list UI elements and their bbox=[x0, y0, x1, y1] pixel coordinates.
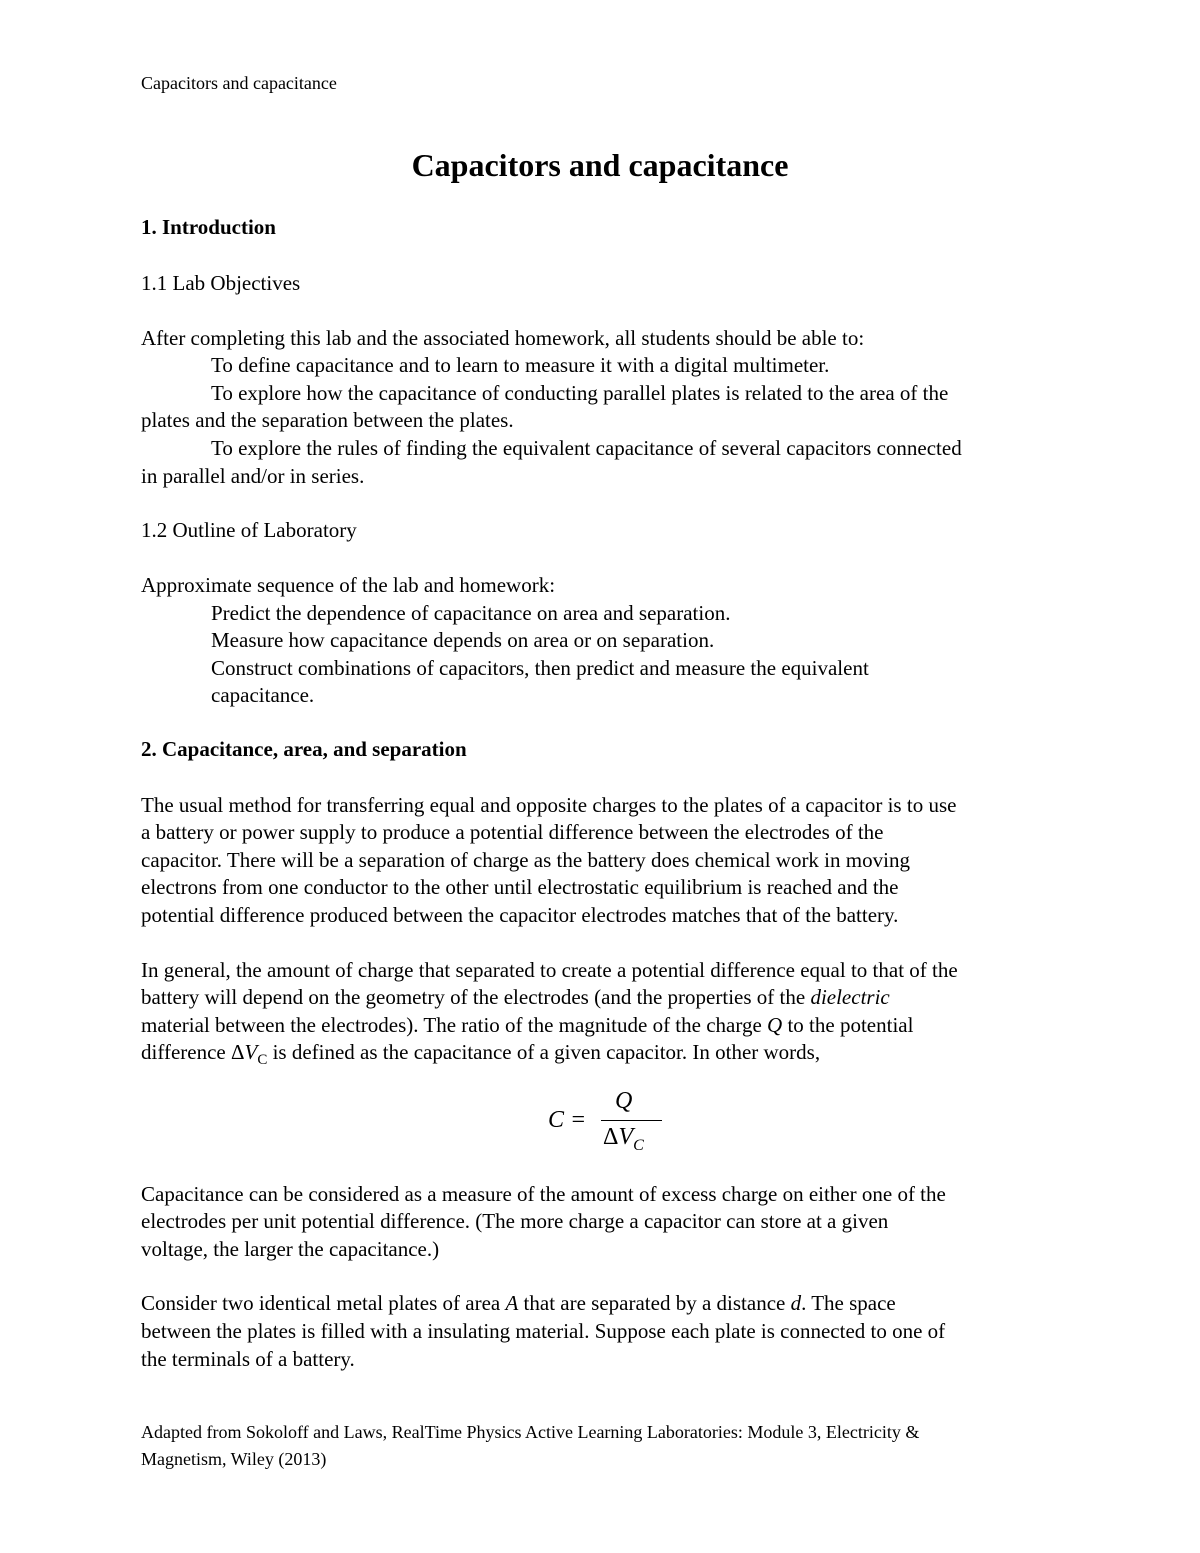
paragraph-line: electrons from one conductor to the other until electrostatic equilibrium is reached and the bbox=[141, 875, 899, 899]
fraction-bar bbox=[601, 1120, 662, 1121]
subscript-c: C bbox=[257, 1052, 268, 1069]
subsection-1-1-heading: 1.1 Lab Objectives bbox=[141, 271, 301, 295]
outline-item: Measure how capacitance depends on area or on separation. bbox=[211, 628, 715, 652]
outline-intro: Approximate sequence of the lab and homework: bbox=[141, 573, 556, 597]
text-run: difference Δ bbox=[141, 1040, 245, 1064]
paragraph-line: potential difference produced between the capacitor electrodes matches that of the battery. bbox=[141, 903, 899, 927]
paragraph-line: capacitor. There will be a separation of charge as the battery does chemical work in moving bbox=[141, 848, 910, 872]
objective-item: To explore how the capacitance of conducting parallel plates is related to the area of the bbox=[211, 381, 949, 405]
objective-item: To explore the rules of finding the equivalent capacitance of several capacitors connected bbox=[211, 436, 962, 460]
subsection-1-2-heading: 1.2 Outline of Laboratory bbox=[141, 518, 357, 542]
section-1-heading: 1. Introduction bbox=[141, 215, 276, 239]
text-run: battery will depend on the geometry of the electrodes (and the properties of the bbox=[141, 985, 811, 1009]
footer-line: Adapted from Sokoloff and Laws, RealTime Physics Active Learning Laboratories: Module 3, Electricity & bbox=[141, 1422, 920, 1442]
equation-lhs: C = bbox=[548, 1107, 587, 1133]
text-run: to the potential bbox=[782, 1013, 914, 1037]
italic-term-dielectric: dielectric bbox=[810, 985, 890, 1009]
paragraph-line bbox=[141, 984, 1071, 1012]
symbol-a: A bbox=[505, 1291, 519, 1315]
paragraph-line: electrodes per unit potential difference. (The more charge a capacitor can store at a given bbox=[141, 1209, 889, 1233]
outline-item-continued: capacitance. bbox=[211, 683, 315, 707]
objective-item: To define capacitance and to learn to measure it with a digital multimeter. bbox=[211, 353, 830, 377]
paragraph-line bbox=[141, 1012, 1071, 1040]
outline-item: Predict the dependence of capacitance on area and separation. bbox=[211, 601, 731, 625]
paragraph-line: Capacitance can be considered as a measure of the amount of excess charge on either one of the bbox=[141, 1182, 946, 1206]
outline-item: Construct combinations of capacitors, then predict and measure the equivalent bbox=[211, 656, 869, 680]
paragraph-line: voltage, the larger the capacitance.) bbox=[141, 1237, 440, 1261]
paragraph-line bbox=[141, 1039, 1071, 1075]
page-title: Capacitors and capacitance bbox=[411, 147, 789, 183]
text-run: that are separated by a distance bbox=[518, 1291, 791, 1315]
paragraph-line bbox=[141, 1290, 1071, 1318]
symbol-q: Q bbox=[767, 1013, 783, 1037]
symbol-v: V bbox=[244, 1040, 258, 1064]
text-run: Consider two identical metal plates of area bbox=[141, 1291, 506, 1315]
symbol-d: d bbox=[790, 1291, 802, 1315]
paragraph-line: In general, the amount of charge that separated to create a potential difference equal to that of the bbox=[141, 958, 958, 982]
section-2-heading: 2. Capacitance, area, and separation bbox=[141, 737, 467, 761]
running-header: Capacitors and capacitance bbox=[141, 73, 337, 93]
objectives-intro: After completing this lab and the associated homework, all students should be able to: bbox=[141, 326, 865, 350]
equation-denominator bbox=[603, 1124, 644, 1155]
footer-line: Magnetism, Wiley (2013) bbox=[141, 1449, 327, 1469]
objective-item-continued: in parallel and/or in series. bbox=[141, 464, 365, 488]
symbol-v: V bbox=[618, 1124, 634, 1150]
equation-numerator: Q bbox=[615, 1088, 633, 1114]
objective-item-continued: plates and the separation between the plates. bbox=[141, 408, 514, 432]
text-run: . The space bbox=[801, 1291, 896, 1315]
delta-symbol: Δ bbox=[603, 1124, 619, 1150]
subscript-c: C bbox=[633, 1136, 644, 1154]
paragraph-line: a battery or power supply to produce a potential difference between the electrodes of the bbox=[141, 820, 884, 844]
paragraph-line: the terminals of a battery. bbox=[141, 1347, 355, 1371]
text-run: is defined as the capacitance of a given capacitor. In other words, bbox=[267, 1040, 821, 1064]
text-run: material between the electrodes). The ratio of the magnitude of the charge bbox=[141, 1013, 768, 1037]
paragraph-line: between the plates is filled with a insulating material. Suppose each plate is connected to one of bbox=[141, 1319, 946, 1343]
paragraph-line: The usual method for transferring equal and opposite charges to the plates of a capacitor is to use bbox=[141, 793, 957, 817]
